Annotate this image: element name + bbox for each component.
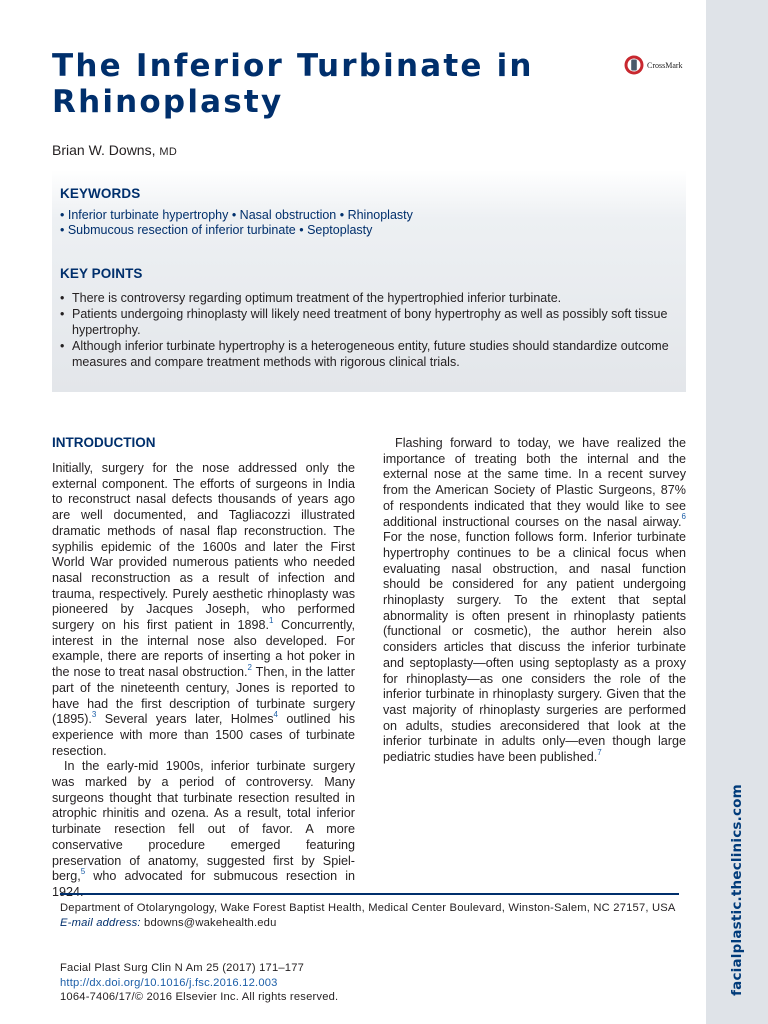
body-column-left <box>52 435 355 901</box>
journal-website-text: facialplastic.theclinics.com <box>729 784 745 996</box>
key-points-heading: KEY POINTS <box>60 266 143 281</box>
key-point-item: • Patients undergoing rhinoplasty will likely need treatment of bony hypertrophy as well as possibly soft tissue hypertrophy. <box>60 306 678 338</box>
email-label: E-mail address: <box>60 916 141 929</box>
copyright-text: 1064-7406/17/© 2016 Elsevier Inc. All rights reserved. <box>60 991 339 1003</box>
keywords-keypoints-box <box>52 170 686 392</box>
body-column-right <box>383 436 686 766</box>
intro-paragraph-3: Flashing forward to today, we have realized the importance of treating both the internal and the external nose at the same time. In a recent survey from the American Society of Plastic Surgeons, 87% of respondents indicated that they would like to see additional instructional courses on the nasal airway.$^6$ For the nose, function follows form. Inferior turbinate hypertrophy continues to be a clinical focus when evaluating nasal obstruction, and nasal function should be considered for any patient undergoing rhinoplasty surgery. To the extent that septal abnormality is often present in rhinoplasty patients (functional or cosmetic), the author herein also considers articles that discuss the inferior turbinate and septoplasty—often using septoplasty as a proxy for rhinoplasty—as one considers the role of the inferior turbinate in rhinoplasty surgery. Given that the vast majority of rhinoplasty surgeries are performed on adults, studies areconsidered that look at the inferior turbinate in adults only—even though large pediatric studies have been published.$^7$ <box>383 436 686 765</box>
keywords-line-2: • Submucous resection of inferior turbinate • Septoplasty <box>60 223 373 237</box>
reference-link[interactable]: 2 <box>247 662 252 672</box>
reference-link[interactable]: 1 <box>269 615 274 625</box>
reference-link[interactable]: 3 <box>91 710 97 720</box>
affiliation-block <box>60 901 679 930</box>
email-link[interactable]: bdowns@wakehealth.edu <box>144 916 277 929</box>
email-line <box>60 916 679 931</box>
intro-paragraph-2: In the early-mid 1900s, inferior turbinate surgery was marked by a period of controversy. Many surgeons thought that turbinate resection resulted in atrophic rhinitis and ozena. As a result, total inferior turbinate resection fell out of favor. A more conservative procedure emerged featuring preservation of anatomy, suggested first by Spielberg,$^5$ who advocated for submucous resection in 1924. <box>52 759 355 899</box>
keywords-line-1: • Inferior turbinate hypertrophy • Nasal obstruction • Rhinoplasty <box>60 208 413 222</box>
key-point-item: • There is controversy regarding optimum treatment of the hypertrophied inferior turbinate. <box>60 290 678 306</box>
crossmark-badge[interactable] <box>624 55 683 75</box>
reference-link[interactable]: 4 <box>273 710 278 720</box>
keywords-heading: KEYWORDS <box>60 186 141 201</box>
article-title: The Inferior Turbinate in Rhinoplasty <box>52 48 534 120</box>
citation-block <box>60 961 679 1005</box>
reference-link[interactable]: 6 <box>681 512 686 522</box>
crossmark-icon <box>624 55 644 75</box>
footer-divider <box>60 893 679 895</box>
key-points-list <box>60 290 678 370</box>
key-point-item: • Although inferior turbinate hypertrophy is a heterogeneous entity, future studies should standardize outcome measures and compare treatment methods with rigorous clinical trials. <box>60 338 678 370</box>
introduction-heading: INTRODUCTION <box>52 435 156 450</box>
journal-citation: Facial Plast Surg Clin N Am 25 (2017) 171–177 <box>60 962 305 974</box>
author-line <box>52 142 177 158</box>
author-name: Brian W. Downs, <box>52 142 156 158</box>
reference-link[interactable]: 5 <box>80 867 86 877</box>
reference-link[interactable]: 7 <box>597 747 602 757</box>
intro-paragraph-1: Initially, surgery for the nose addressed only the external component. The efforts of surgeons in India to reconstruct nasal defects thousands of years ago are well documented, and Tagliacozzi illustrated dramatic methods of nasal flap reconstruction. The syphilis epidemic of the 1600s and later the First World War provided numerous patients who needed nasal reconstruction as a result of infection and trauma, respectively. Purely aesthetic rhinoplasty was pioneered by Jacques Joseph, who performed surgery on his first patient in 1898.$^1$ Concurrently, interest in the internal nose also developed. For example, there are reports of inserting a hot poker in the nose to treat nasal obstruction.$^2$ Then, in the latter part of the nineteenth century, Jones is reported to have had the first description of turbinate surgery (1895).$^3$ Several years later, Holmes$^4$ outlined his experience with more than 1500 cases of turbinate resection. <box>52 461 355 758</box>
affiliation-text: Department of Otolaryngology, Wake Forest Baptist Health, Medical Center Boulevard, Winston-Salem, NC 27157, USA <box>60 902 676 914</box>
doi-link[interactable]: http://dx.doi.org/10.1016/j.fsc.2016.12.003 <box>60 976 278 989</box>
crossmark-label: CrossMark <box>647 60 683 70</box>
author-degree: MD <box>159 146 178 158</box>
